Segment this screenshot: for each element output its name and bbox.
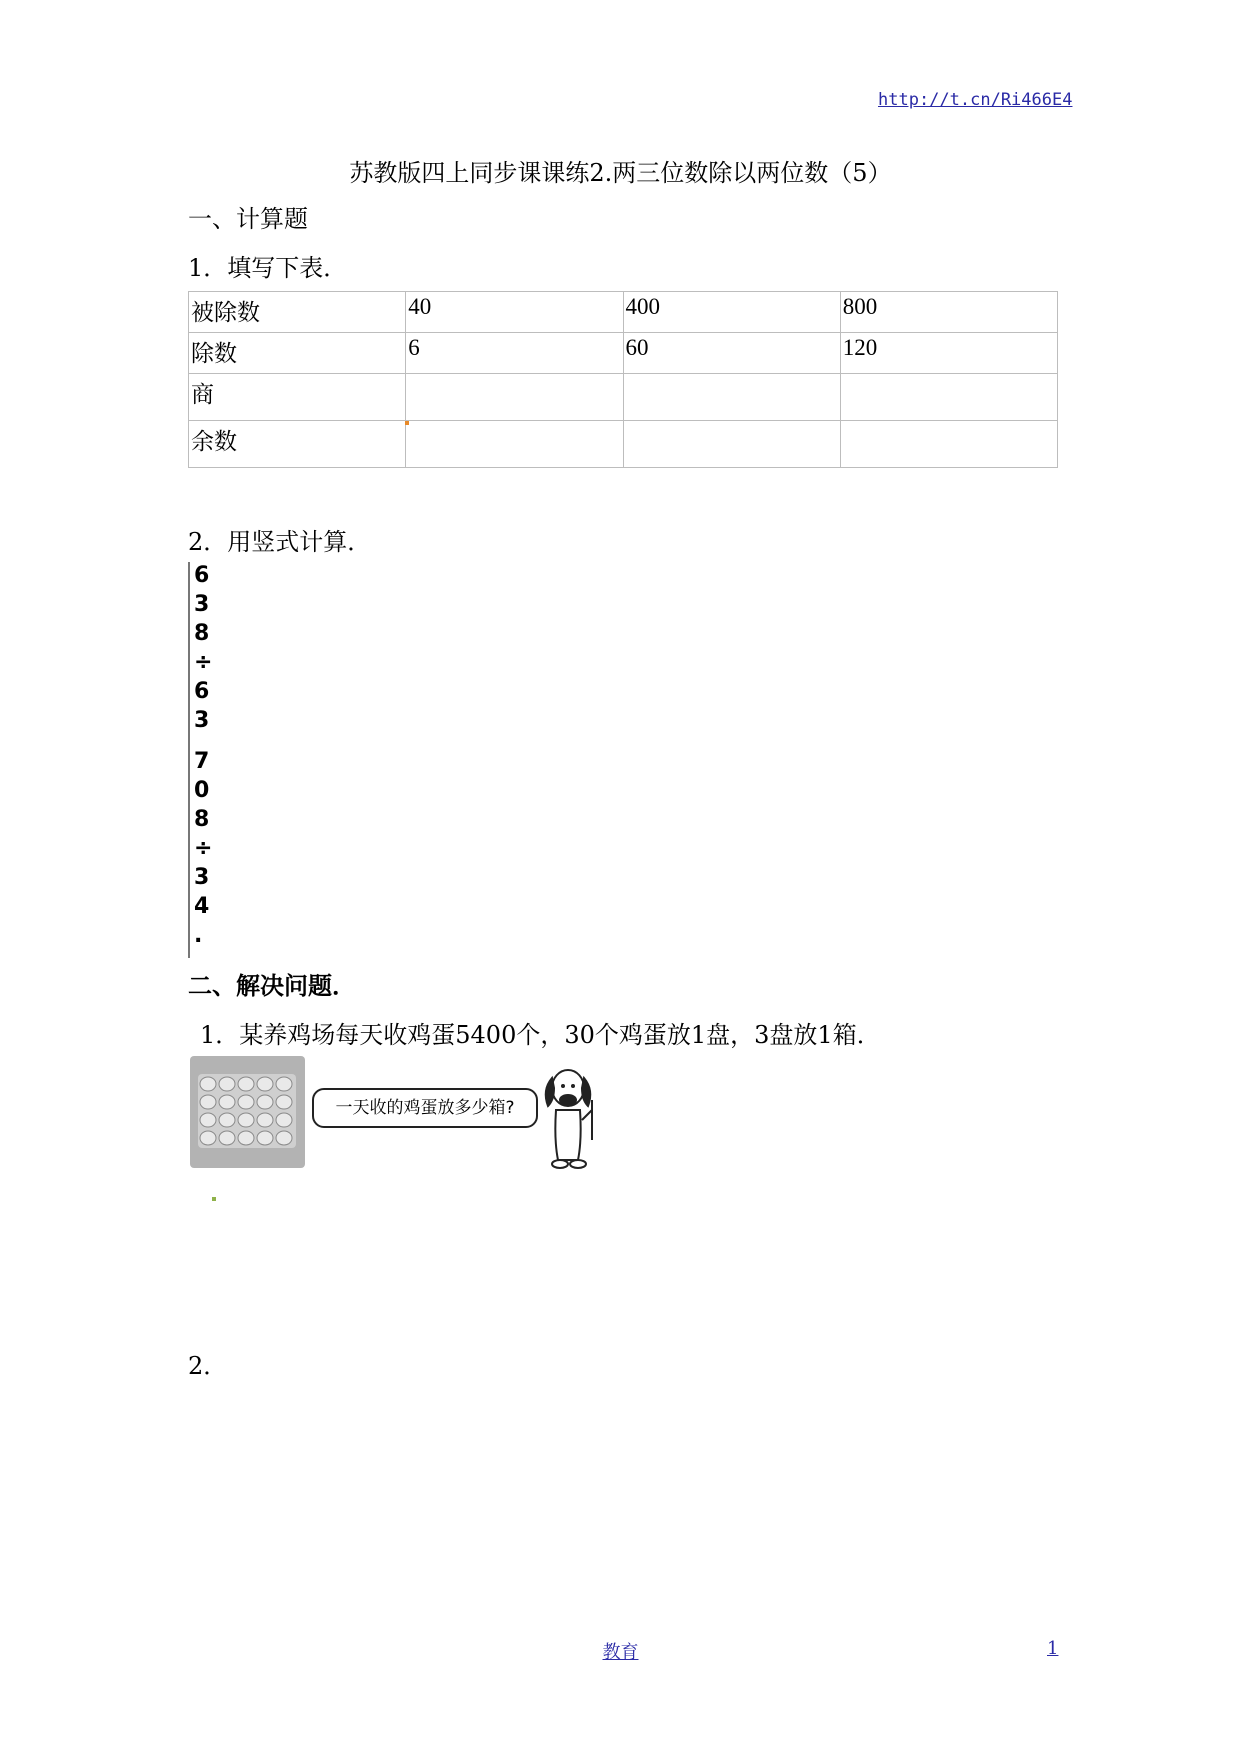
question-1-prompt: 1．填写下表．: [188, 254, 348, 282]
footer-link-text[interactable]: 教育: [602, 1642, 639, 1663]
eggs-graphic: [198, 1074, 296, 1148]
egg-tray-illustration: [190, 1056, 305, 1168]
table-cell: 400: [623, 292, 840, 333]
table-cell: 120: [840, 333, 1057, 374]
vertical-char: ÷: [194, 836, 213, 861]
stray-mark: [212, 1197, 216, 1201]
table-cell: [406, 421, 623, 468]
vertical-char: 7: [194, 749, 210, 774]
table-cell: 40: [406, 292, 623, 333]
question-2-prompt: 2．用竖式计算．: [188, 528, 372, 556]
table-cell: 商: [189, 374, 406, 421]
table-row: [189, 421, 1058, 468]
table-row: [189, 333, 1058, 374]
table-cell: [623, 421, 840, 468]
section-heading-calculation: 一、计算题: [188, 205, 308, 233]
table-cell: 800: [840, 292, 1057, 333]
speech-bubble: 一天收的鸡蛋放多少箱?: [312, 1088, 538, 1128]
cartoon-dog-icon: [538, 1060, 600, 1172]
table-cell: 6: [406, 333, 623, 374]
table-cell: [840, 374, 1057, 421]
table-row: [189, 374, 1058, 421]
division-table: [188, 291, 1058, 468]
table-cell: [406, 374, 623, 421]
table-cell: 除数: [189, 333, 406, 374]
vertical-char: 0: [194, 778, 210, 803]
table-cell: [840, 421, 1057, 468]
vertical-char: 4: [194, 894, 210, 919]
vertical-char: 6: [194, 563, 210, 588]
table-cell: 余数: [189, 421, 406, 468]
section-heading-problem-solving: 二、解决问题．: [188, 972, 356, 1000]
header-url-link[interactable]: http://t.cn/Ri466E4: [878, 90, 1073, 110]
vertical-calculation-column: [188, 562, 213, 958]
question-3-prompt: 1．某养鸡场每天收鸡蛋5400个，30个鸡蛋放1盘，3盘放1箱．: [200, 1021, 881, 1049]
vertical-char: 8: [194, 807, 210, 832]
table-cell: [623, 374, 840, 421]
vertical-char: ÷: [194, 650, 213, 675]
vertical-char: 3: [194, 592, 210, 617]
table-cell: 被除数: [189, 292, 406, 333]
document-title: 苏教版四上同步课课练2.两三位数除以两位数（5）: [349, 159, 892, 187]
vertical-char: .: [194, 923, 203, 948]
page-number[interactable]: 1: [1047, 1638, 1059, 1659]
vertical-char: 8: [194, 621, 210, 646]
stray-mark: [405, 421, 409, 425]
table-row: [189, 292, 1058, 333]
vertical-char: 3: [194, 708, 210, 733]
question-4-prompt: 2．: [188, 1352, 228, 1380]
table-cell: 60: [623, 333, 840, 374]
vertical-char: 6: [194, 679, 210, 704]
vertical-char: 3: [194, 865, 210, 890]
